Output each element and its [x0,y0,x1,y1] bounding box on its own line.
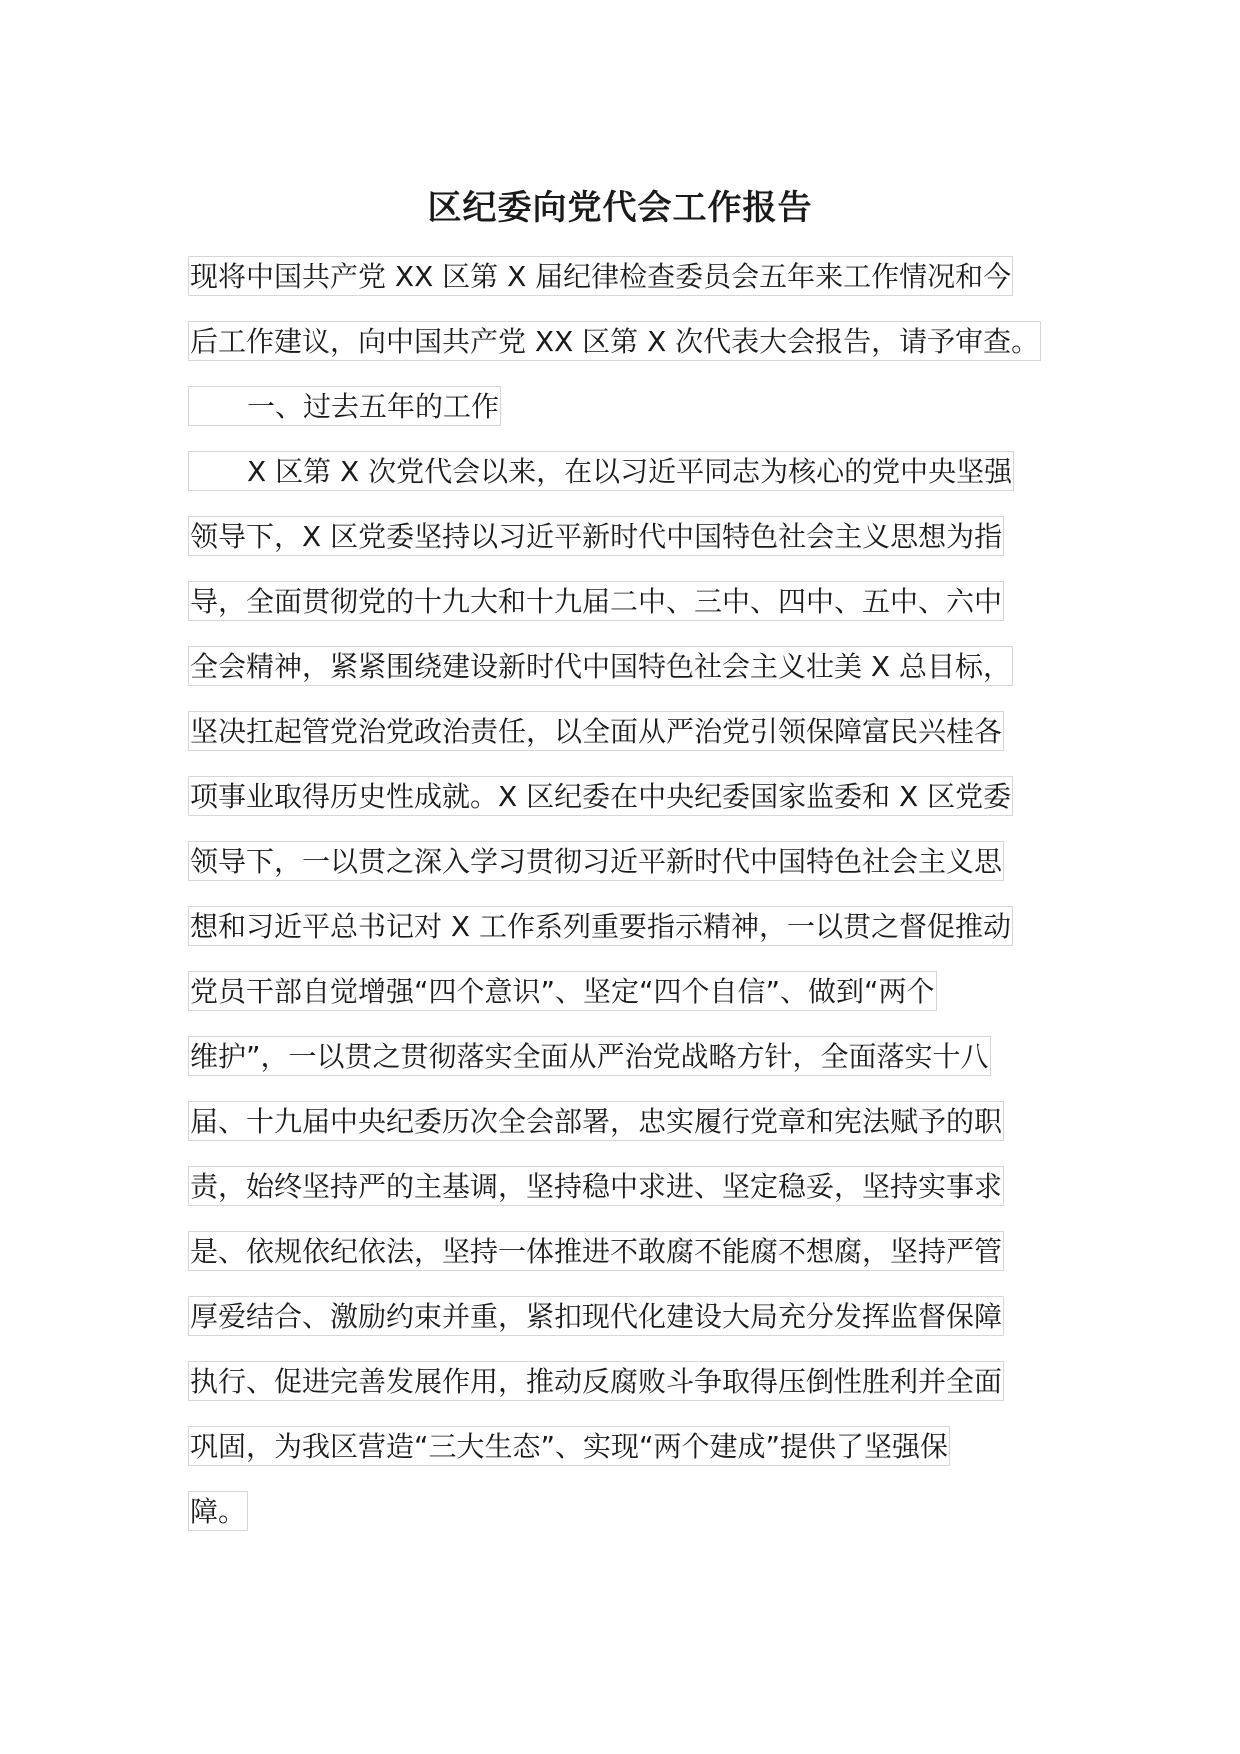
text-line [188,1036,1058,1101]
text-line-content: 巩固，为我区营造“三大生态”、实现“两个建成”提供了坚强保 [188,1426,950,1466]
text-line [188,1296,1058,1361]
text-line-content: 坚决扛起管党治党政治责任，以全面从严治党引领保障富民兴桂各 [188,711,1004,751]
section-heading: 一、过去五年的工作 [188,386,501,426]
text-line-content: 后工作建议，向中国共产党 XX 区第 X 次代表大会报告，请予审查。 [188,321,1041,361]
text-line-content: 领导下，X 区党委坚持以习近平新时代中国特色社会主义思想为指 [188,516,1004,556]
text-line [188,1166,1058,1231]
text-line [188,776,1058,841]
text-line [188,1231,1058,1296]
text-line [188,1361,1058,1426]
text-line-content: 项事业取得历史性成就。X 区纪委在中央纪委国家监委和 X 区党委 [188,776,1013,816]
text-line [188,256,1058,321]
text-line [188,516,1058,581]
text-line-content: 维护”，一以贯之贯彻落实全面从严治党战略方针，全面落实十八 [188,1036,991,1076]
text-line [188,1491,1058,1556]
text-line-content: 障。 [188,1491,248,1531]
text-line-content: 执行、促进完善发展作用，推动反腐败斗争取得压倒性胜利并全面 [188,1361,1004,1401]
text-line-content: 想和习近平总书记对 X 工作系列重要指示精神，一以贯之督促推动 [188,906,1013,946]
text-line [188,1101,1058,1166]
text-line [188,1426,1058,1491]
text-line [188,906,1058,971]
text-line-content: 是、依规依纪依法，坚持一体推进不敢腐不能腐不想腐，坚持严管 [188,1231,1004,1271]
text-line-content: 导，全面贯彻党的十九大和十九届二中、三中、四中、五中、六中 [188,581,1004,621]
text-line-content: 领导下，一以贯之深入学习贯彻习近平新时代中国特色社会主义思 [188,841,1004,881]
text-line [188,451,1058,516]
text-line [188,581,1058,646]
text-line [188,711,1058,776]
text-line [188,971,1058,1036]
section-heading-line [188,386,1058,451]
text-line-content: 厚爱结合、激励约束并重，紧扣现代化建设大局充分发挥监督保障 [188,1296,1004,1336]
text-line-content: 届、十九届中央纪委历次全会部署，忠实履行党章和宪法赋予的职 [188,1101,1004,1141]
text-line [188,841,1058,906]
text-line [188,321,1058,386]
text-line-content: 现将中国共产党 XX 区第 X 届纪律检查委员会五年来工作情况和今 [188,256,1013,296]
document-body [188,256,1058,1556]
text-line-content: 全会精神，紧紧围绕建设新时代中国特色社会主义壮美 X 总目标， [188,646,1013,686]
text-line-content: 党员干部自觉增强“四个意识”、坚定“四个自信”、做到“两个 [188,971,937,1011]
text-line-content: X 区第 X 次党代会以来，在以习近平同志为核心的党中央坚强 [188,451,1014,491]
text-line [188,646,1058,711]
text-line-content: 责，始终坚持严的主基调，坚持稳中求进、坚定稳妥，坚持实事求 [188,1166,1004,1206]
document-title: 区纪委向党代会工作报告 [427,188,813,228]
